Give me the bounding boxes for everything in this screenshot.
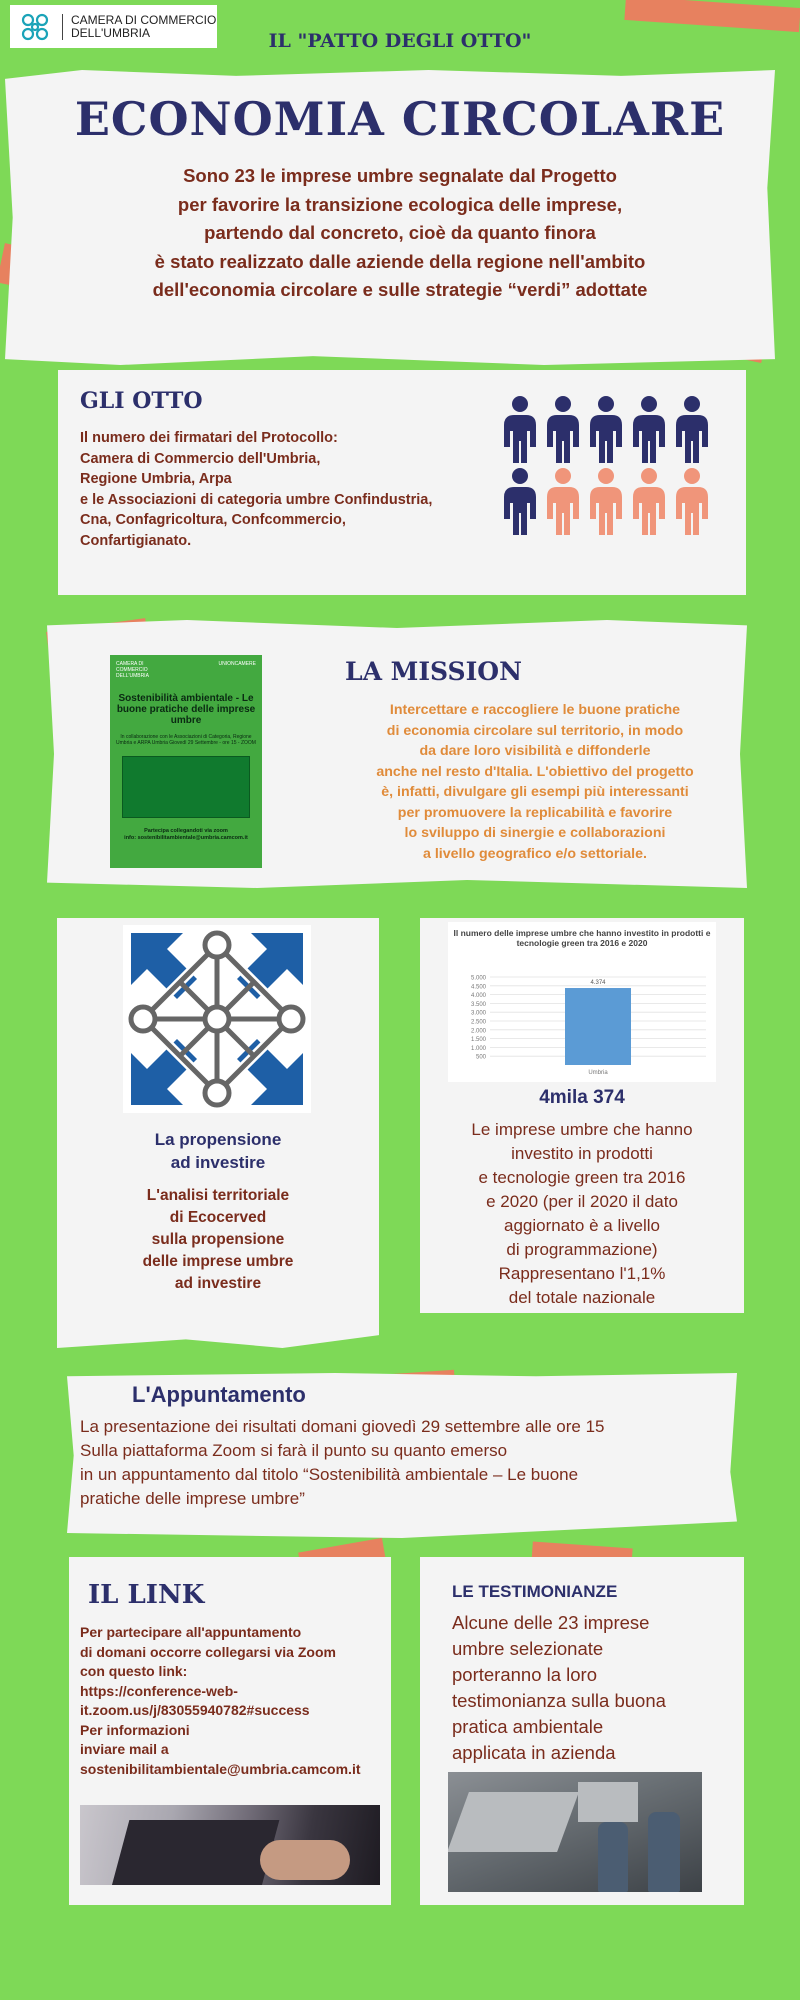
chart-title: Il numero delle imprese umbre che hanno investito in prodotti e tecnologie green tra 2016 e 2020	[453, 928, 711, 948]
person-icon	[633, 396, 665, 463]
y-tick-label: 2.500	[470, 1019, 486, 1026]
investire-title: La propensione ad investire	[154, 1130, 282, 1172]
y-tick-label: 4.000	[470, 993, 486, 1000]
page-title: ECONOMIA CIRCOLARE	[74, 92, 726, 146]
person-icon	[504, 396, 536, 463]
bar	[565, 988, 631, 1065]
stat-text: Le imprese umbre che hanno investito in prodotti e tecnologie green tra 2016 e 2020 (per il 2020 il dato aggiornato è a livello di programmazione) Rappresentano l'1,1% del totale nazionale	[471, 1120, 693, 1307]
person-icon	[547, 468, 579, 535]
appuntamento-text: La presentazione dei risultati domani giovedì 29 settembre alle ore 15 Sulla piattaforma Zoom si farà il punto su quanto emerso in un appuntamento dal titolo “Sostenibilità ambientale – Le buone pratiche delle imprese umbre”	[80, 1417, 605, 1508]
chamber-logo-icon	[16, 10, 54, 44]
y-tick-label: 1.000	[470, 1045, 486, 1052]
zoom-link[interactable]: https://conference-web-it.zoom.us/j/83055940782#success	[80, 1682, 310, 1718]
laptop-photo	[80, 1805, 380, 1885]
chamber-logo	[10, 5, 217, 48]
flyer-program-box	[122, 756, 250, 818]
green-investment-chart	[448, 922, 716, 1082]
person-icon	[676, 396, 708, 463]
otto-text: Il numero dei firmatari del Protocollo: Camera di Commercio dell'Umbria, Regione Umbria, Arpa e le Associazioni di categoria umbre Confindustria, Cna, Confagricoltura, Confcommercio, Confartigianato.	[80, 430, 433, 549]
mission-text: Intercettare e raccogliere le buone pratiche di economia circolare sul territorio, in modo da dare loro visibilità e diffonderle anche nel resto d'Italia. L'obiettivo del progetto è, infatti, divulgare gli esempi più interessanti per promuovere la replicabilità e favorire lo sviluppo di sinergie e collaborazioni a livello geografico e/o settoriale.	[376, 702, 694, 862]
flyer-logos: CAMERA DI COMMERCIO DELL'UMBRIA UNIONCAMERE	[116, 661, 256, 679]
person-icon	[547, 396, 579, 463]
patto-title: IL "PATTO DEGLI OTTO"	[268, 30, 532, 52]
mission-title: LA MISSION	[345, 657, 522, 686]
flyer-subtitle: In collaborazione con le Associazioni di Categoria, Regione Umbria e ARPA Umbria Giovedì 29 Settembre - ore 15 - ZOOM	[116, 734, 256, 746]
y-tick-label: 4.500	[470, 984, 486, 991]
x-tick-label: Umbria	[588, 1070, 608, 1076]
factory-photo	[448, 1772, 702, 1892]
person-icon	[590, 396, 622, 463]
otto-title: GLI OTTO	[80, 388, 203, 414]
appuntamento-title: L'Appuntamento	[132, 1382, 306, 1407]
decorative-tape	[624, 0, 800, 32]
logo-text: CAMERA DI COMMERCIO DELL'UMBRIA	[62, 14, 216, 40]
person-icon	[633, 468, 665, 535]
y-tick-label: 1.500	[470, 1037, 486, 1044]
person-icon	[590, 468, 622, 535]
network-diamond-icon	[123, 925, 311, 1113]
y-tick-label: 3.500	[470, 1001, 486, 1008]
stat-title: 4mila 374	[539, 1087, 625, 1108]
link-title: IL LINK	[88, 1580, 205, 1610]
flyer-footer: Partecipa collegandoti via zoom info: sostenibilitambientale@umbria.camcom.it	[124, 828, 248, 841]
y-tick-label: 5.000	[470, 975, 486, 982]
people-icons	[500, 395, 712, 537]
testimonianze-text: Alcune delle 23 imprese umbre selezionate porteranno la loro testimonianza sulla buona pratica ambientale applicata in azienda	[452, 1612, 666, 1763]
y-tick-label: 3.000	[470, 1010, 486, 1017]
testimonianze-title: LE TESTIMONIANZE	[452, 1582, 618, 1601]
y-tick-label: 500	[475, 1054, 486, 1061]
email-link[interactable]: sostenibilitambientale@umbria.camcom.it	[80, 1760, 361, 1777]
event-flyer-image	[110, 655, 262, 868]
flyer-title: Sostenibilità ambientale - Le buone pratiche delle imprese umbre	[116, 693, 256, 726]
data-label: 4.374	[590, 980, 606, 987]
person-icon	[676, 468, 708, 535]
link-text: Per partecipare all'appuntamento di domani occorre collegarsi via Zoom con questo link: https://conference-web-it.zoom.us/j/83055940782#success Per informazioni inviare mail a sostenibilitambientale@umbria.camcom.it	[80, 1623, 380, 1779]
person-icon	[504, 468, 536, 535]
y-tick-label: 2.000	[470, 1028, 486, 1035]
investire-text: L'analisi territoriale di Ecocerved sulla propensione delle imprese umbre ad investire	[142, 1187, 294, 1292]
hero-text: Sono 23 le imprese umbre segnalate dal Progetto per favorire la transizione ecologica delle imprese, partendo dal concreto, cioè da quanto finora è stato realizzato dalle aziende della regione nell'ambito dell'economia circolare e sulle strategie “verdi” adottate	[152, 165, 648, 300]
